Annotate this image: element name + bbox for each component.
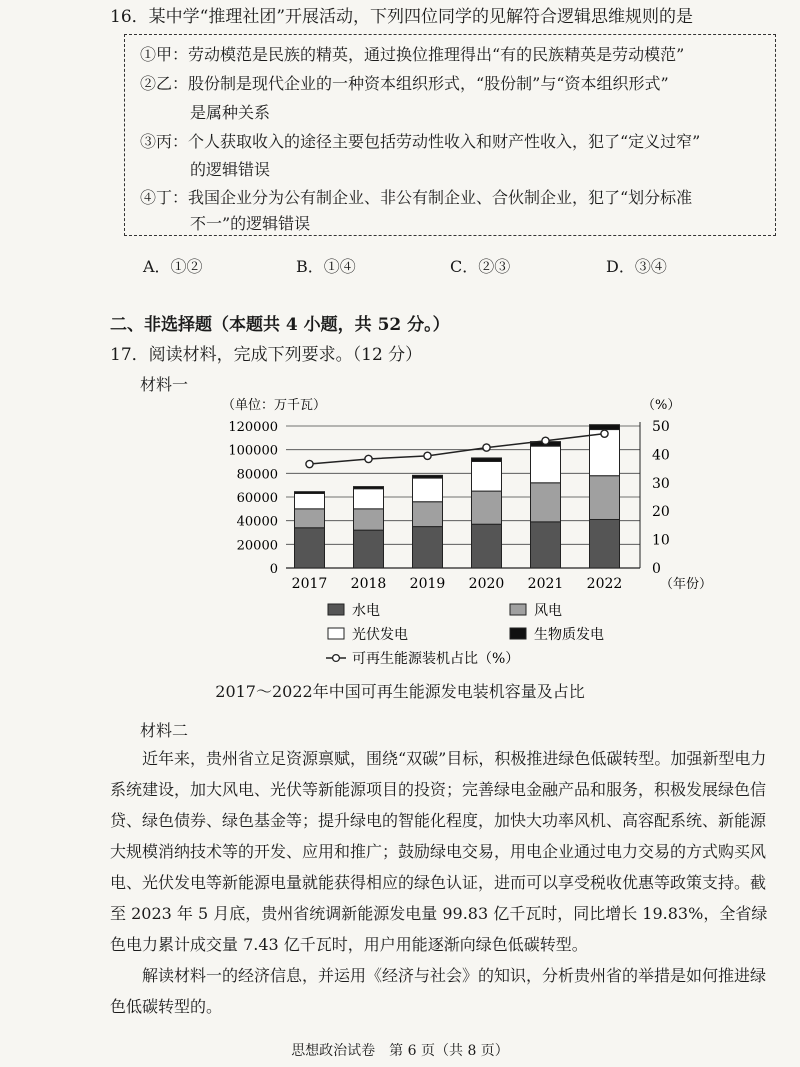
- y-right-tick-label: 10: [652, 532, 670, 549]
- y-right-tick-label: 0: [652, 561, 661, 577]
- y-left-tick-label: 20000: [236, 538, 278, 554]
- bar-风电-2019: [413, 502, 443, 527]
- option-c[interactable]: C．②③: [450, 257, 511, 276]
- legend-label-水电: 水电: [352, 603, 380, 619]
- bar-光伏发电-2021: [531, 446, 561, 483]
- bar-生物质发电-2020: [472, 458, 502, 462]
- legend-label-line: 可再生能源装机占比（%）: [352, 651, 520, 667]
- chart-caption: 2017～2022年中国可再生能源发电装机容量及占比: [215, 682, 585, 701]
- page-footer: 思想政治试卷 第 6 页（共 8 页）: [291, 1043, 509, 1059]
- y-left-tick-label: 40000: [236, 514, 278, 530]
- line-point-2019: [424, 452, 431, 459]
- statement-2-cont: 是属种关系: [190, 103, 271, 122]
- y-left-unit-label: （单位：万千瓦）: [222, 398, 327, 413]
- statement-3-cont: 的逻辑错误: [190, 160, 271, 179]
- x-tick-label: 2020: [468, 576, 505, 592]
- legend-swatch-水电: [328, 604, 344, 615]
- x-tick-label: 2018: [350, 576, 387, 592]
- question-16-stem: 16．某中学“推理社团”开展活动，下列四位同学的见解符合逻辑思维规则的是: [110, 7, 694, 27]
- bar-水电-2018: [354, 530, 384, 568]
- x-tick-label: 2019: [409, 576, 446, 592]
- bar-水电-2017: [295, 528, 325, 568]
- legend-label-生物质发电: 生物质发电: [534, 627, 604, 643]
- material-2-paragraph: 近年来，贵州省立足资源禀赋，围绕“双碳”目标，积极推进绿色低碳转型。加强新型电力系统建设，加大风电、光伏等新能源项目的投资；完善绿电金融产品和服务，积极发展绿色信贷、绿色债券、绿色基金等；提升绿电的智能化程度，加快大功率风机、高容配系统、新能源大规模消纳技术等的开发、应用和推广；鼓励绿电交易，用电企业通过电力交易的方式购买风电、光伏发电等新能源电量就能获得相应的绿色认证，进而可以享受税收优惠等政策支持。截至 2023 年 5 月底，贵州省统调新能源发电量 99.83 亿千瓦时，同比增长 19.83%，全省绿色电力累计成交量 7.43 亿千瓦时，用户用能逐渐向绿色低碳转型。: [110, 749, 768, 954]
- y-left-tick-label: 80000: [236, 467, 278, 483]
- x-tick-label: 2021: [527, 576, 564, 592]
- option-d[interactable]: D．③④: [606, 257, 667, 276]
- bar-光伏发电-2020: [472, 462, 502, 492]
- line-point-2021: [542, 437, 549, 444]
- bar-光伏发电-2017: [295, 493, 325, 508]
- bar-风电-2022: [590, 476, 620, 520]
- legend-line-marker: [333, 655, 340, 662]
- option-b[interactable]: B．①④: [296, 257, 356, 276]
- renewable-capacity-chart: [200, 390, 720, 680]
- y-right-tick-label: 50: [652, 419, 670, 435]
- x-axis-label: （年份）: [660, 577, 713, 592]
- legend-label-风电: 风电: [534, 603, 562, 619]
- task-paragraph: 解读材料一的经济信息，并运用《经济与社会》的知识，分析贵州省的举措是如何推进绿色低碳转型的。: [110, 966, 767, 1016]
- x-tick-label: 2022: [586, 576, 623, 592]
- bar-风电-2021: [531, 483, 561, 522]
- legend-swatch-光伏发电: [328, 628, 344, 639]
- bar-水电-2022: [590, 519, 620, 568]
- bar-水电-2021: [531, 522, 561, 568]
- question-17-stem: 17．阅读材料，完成下列要求。（12 分）: [110, 345, 423, 365]
- bar-水电-2020: [472, 524, 502, 568]
- bar-风电-2017: [295, 509, 325, 528]
- bar-生物质发电-2019: [413, 475, 443, 478]
- bar-水电-2019: [413, 527, 443, 568]
- y-right-tick-label: 30: [652, 475, 670, 492]
- statement-2: ②乙：股份制是现代企业的一种资本组织形式，“股份制”与“资本组织形式”: [140, 74, 669, 93]
- material-2-text: [110, 743, 780, 960]
- y-right-tick-label: 40: [652, 447, 670, 464]
- legend-label-光伏发电: 光伏发电: [352, 627, 408, 643]
- task-text: [110, 960, 780, 1022]
- bar-光伏发电-2019: [413, 478, 443, 502]
- y-right-unit-label: （%）: [642, 398, 681, 413]
- line-point-2018: [365, 455, 372, 462]
- y-left-tick-label: 120000: [228, 420, 278, 435]
- statement-1: ①甲：劳动模范是民族的精英，通过换位推理得出“有的民族精英是劳动模范”: [140, 45, 685, 64]
- bar-风电-2020: [472, 491, 502, 524]
- y-left-tick-label: 60000: [236, 491, 278, 506]
- bar-风电-2018: [354, 509, 384, 530]
- bar-生物质发电-2022: [590, 425, 620, 430]
- bar-生物质发电-2017: [295, 492, 325, 494]
- y-right-tick-label: 20: [652, 504, 670, 521]
- y-left-tick-label: 0: [269, 562, 278, 577]
- statement-3: ③丙：个人获取收入的途径主要包括劳动性收入和财产性收入，犯了“定义过窄”: [140, 132, 701, 151]
- y-left-tick-label: 100000: [228, 443, 278, 459]
- line-point-2022: [601, 430, 608, 437]
- bar-光伏发电-2018: [354, 489, 384, 509]
- line-point-2017: [306, 460, 313, 467]
- legend-swatch-风电: [510, 604, 526, 615]
- statement-4-cont: 不一”的逻辑错误: [190, 214, 311, 233]
- bar-生物质发电-2018: [354, 487, 384, 489]
- line-point-2020: [483, 444, 490, 451]
- material-2-label: 材料二: [140, 721, 189, 740]
- section-heading: 二、非选择题（本题共 4 小题，共 52 分。）: [110, 315, 450, 335]
- option-a[interactable]: A．①②: [143, 257, 203, 276]
- legend-swatch-生物质发电: [510, 628, 526, 639]
- x-tick-label: 2017: [291, 576, 328, 592]
- statement-4: ④丁：我国企业分为公有制企业、非公有制企业、合伙制企业，犯了“划分标准: [140, 188, 693, 207]
- material-1-label: 材料一: [140, 375, 189, 394]
